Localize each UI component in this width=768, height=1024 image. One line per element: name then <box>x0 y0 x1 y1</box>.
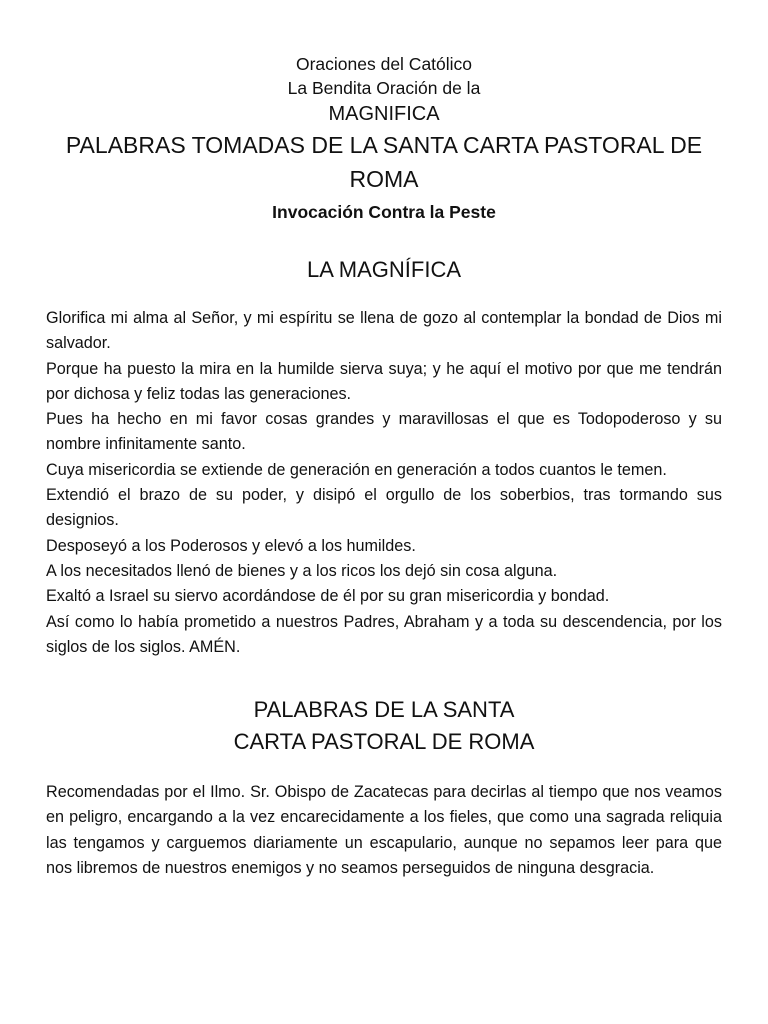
palabras-paragraph: Recomendadas por el Ilmo. Sr. Obispo de Zacatecas para decirlas al tiempo que nos veamos en peligro, encargando a la vez encarecidamente a los fieles, que como una sagrada reliquia las tengamos y carguemos diariamente un escapulario, aunque no sepamos leer para que nos libremos de nuestros enemigos y no seamos perseguidos de ninguna desgracia. <box>46 783 722 878</box>
header-collection-title: Oraciones del Católico <box>295 54 473 74</box>
prayer-paragraph: A los necesitados llenó de bienes y a los ricos los dejó sin cosa alguna. <box>46 561 558 580</box>
header-subtitle: La Bendita Oración de la <box>287 78 481 98</box>
header-magnifica: MAGNIFICA <box>328 103 440 125</box>
header-palabras-line-1: PALABRAS TOMADAS DE LA SANTA CARTA PASTORAL DE <box>65 132 703 158</box>
header-invocation: Invocación Contra la Peste <box>272 202 496 222</box>
prayer-paragraph: Pues ha hecho en mi favor cosas grandes y maravillosas el que es Todopoderoso y su nombre infinitamente santo. <box>46 410 722 454</box>
prayer-paragraph: Porque ha puesto la mira en la humilde sierva suya; y he aquí el motivo por que me tendrán por dichosa y feliz todas las generaciones. <box>46 359 722 403</box>
document-header <box>46 52 722 226</box>
prayer-paragraph: Cuya misericordia se extiende de generación en generación a todos cuantos le temen. <box>46 460 667 479</box>
palabras-title <box>46 694 722 758</box>
magnifica-prayer <box>46 306 722 660</box>
palabras-title-line-1: PALABRAS DE LA SANTA <box>253 697 515 723</box>
prayer-paragraph: Exaltó a Israel su siervo acordándose de él por su gran misericordia y bondad. <box>46 587 610 606</box>
prayer-paragraph: Desposeyó a los Poderosos y elevó a los humildes. <box>46 536 416 555</box>
header-palabras-line-2: ROMA <box>349 166 419 192</box>
palabras-title-line-2: CARTA PASTORAL DE ROMA <box>233 729 535 755</box>
palabras-body <box>46 780 722 881</box>
magnifica-title: LA MAGNÍFICA <box>306 257 462 282</box>
prayer-paragraph: Así como lo había prometido a nuestros Padres, Abraham y a toda su descendencia, por los siglos de los siglos. AMÉN. <box>46 612 722 656</box>
prayer-paragraph: Glorifica mi alma al Señor, y mi espíritu se llena de gozo al contemplar la bondad de Dios mi salvador. <box>46 309 722 353</box>
prayer-paragraph: Extendió el brazo de su poder, y disipó el orgullo de los soberbios, tras tormando sus designios. <box>46 486 722 530</box>
